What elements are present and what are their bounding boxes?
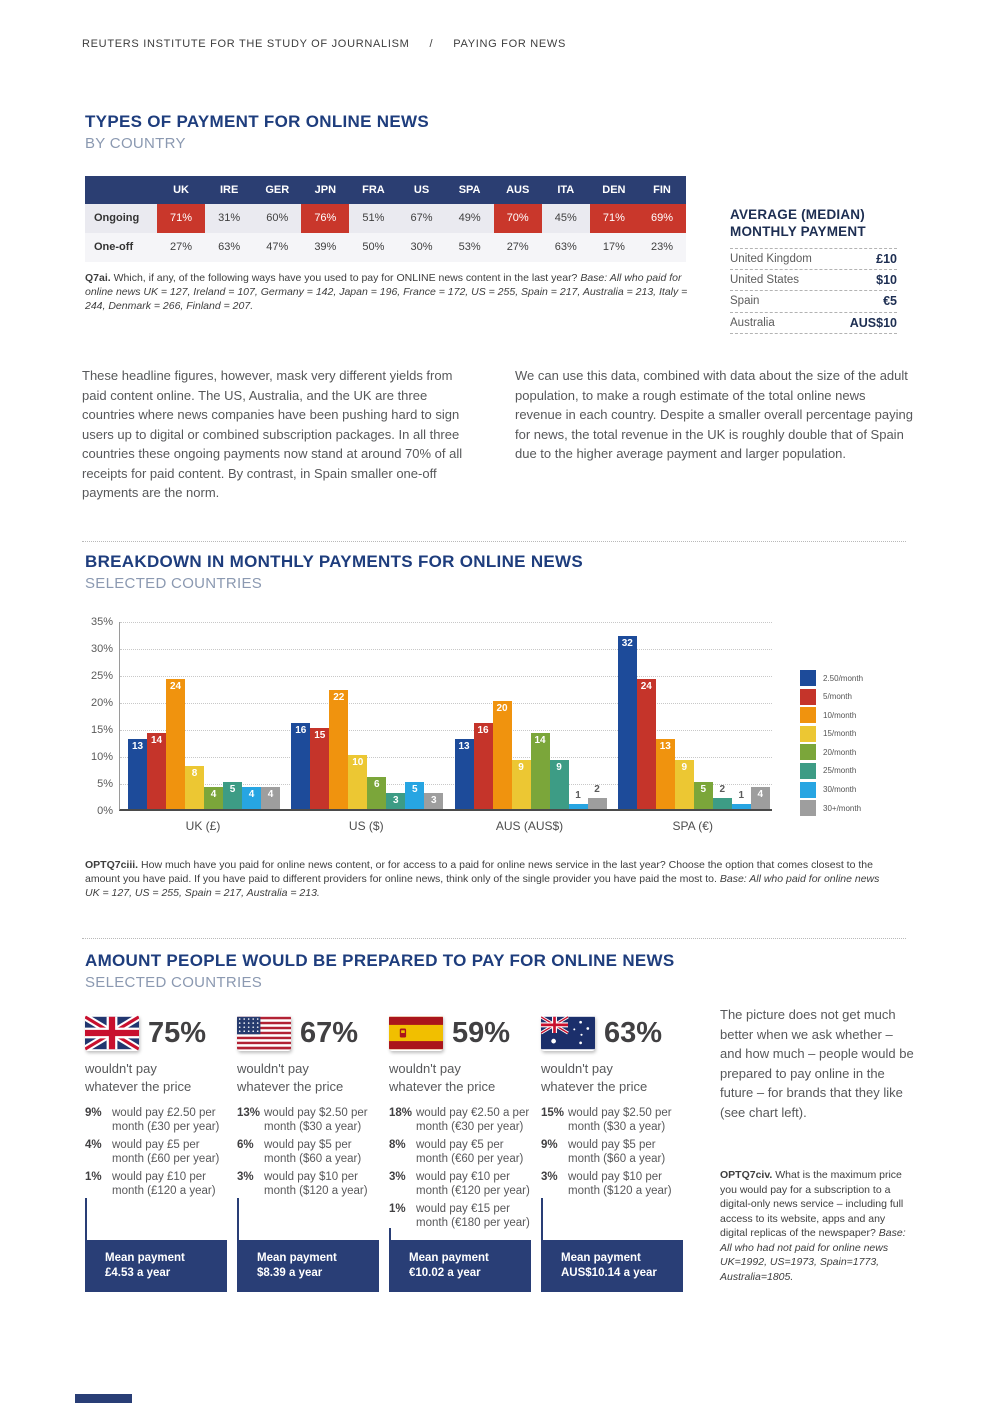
pay-item — [237, 1138, 379, 1166]
x-axis-tick-label: UK (£) — [185, 819, 221, 833]
bar — [512, 760, 531, 809]
bar — [675, 760, 694, 809]
caption-line: whatever the price — [237, 1079, 344, 1094]
footnote-question-id: OPTQ7ciii. — [85, 859, 139, 871]
bar-value-label: 22 — [333, 692, 345, 704]
section-willingness-header — [85, 951, 675, 991]
bar — [128, 739, 147, 809]
pay-item — [237, 1106, 379, 1134]
table-column-header: DEN — [590, 176, 638, 204]
median-country: United States — [730, 273, 800, 286]
mean-payment-box — [541, 1240, 683, 1292]
item-percent: 9% — [85, 1107, 102, 1119]
bar-value-label: 9 — [681, 762, 688, 774]
legend-label: 30/month — [823, 785, 857, 795]
footnote-text: What is the maximum price you would pay for a subscription to a digital-only news service – including full access to its website, apps and any digital replicas of the newspaper? — [720, 1169, 904, 1239]
y-axis-tick-label: 5% — [97, 778, 113, 790]
median-panel-title — [730, 206, 897, 240]
item-text: would pay £2.50 per month (£30 per year) — [112, 1107, 220, 1133]
footnote-question-id: OPTQ7civ. — [720, 1169, 773, 1181]
x-axis-tick-label: SPA (€) — [672, 819, 713, 833]
bar — [694, 782, 713, 809]
bar-value-label: 14 — [534, 735, 546, 747]
table-header-row — [85, 176, 686, 204]
connector-line — [389, 1228, 391, 1240]
bar — [713, 784, 732, 809]
pay-item — [541, 1106, 683, 1134]
median-value: £10 — [876, 251, 897, 266]
pay-item — [237, 1170, 379, 1198]
table-row — [85, 233, 686, 262]
caption-line: wouldn't pay — [85, 1061, 157, 1076]
table-column-header: IRE — [205, 176, 253, 204]
legend-swatch — [800, 707, 816, 723]
bar — [166, 679, 185, 809]
legend-label: 5/month — [823, 692, 852, 702]
country-column-uk — [85, 1012, 227, 1294]
breadcrumb-institute: REUTERS INSTITUTE FOR THE STUDY OF JOURNALISM — [82, 38, 410, 50]
headline-caption — [389, 1060, 531, 1096]
chart-plot-area — [119, 622, 772, 811]
bar — [474, 723, 493, 809]
section-title: TYPES OF PAYMENT FOR ONLINE NEWS — [85, 112, 429, 131]
caption-line: wouldn't pay — [389, 1061, 461, 1076]
pay-item — [389, 1106, 531, 1134]
item-text: would pay $5 per month ($60 a year) — [264, 1139, 362, 1165]
bar — [242, 787, 261, 809]
table-cell: 47% — [253, 233, 301, 262]
country-column-spain — [389, 1012, 531, 1294]
table-column-header: UK — [157, 176, 205, 204]
pay-item — [541, 1170, 683, 1198]
bar-value-label: 32 — [621, 638, 633, 650]
pay-item — [85, 1106, 227, 1134]
bar-group — [618, 636, 770, 809]
table-cell: 27% — [494, 233, 542, 262]
bar — [329, 690, 348, 809]
median-value: €5 — [883, 294, 897, 309]
us-flag-icon — [237, 1015, 291, 1051]
mean-payment-value: $8.39 a year — [257, 1267, 323, 1279]
section-subtitle: SELECTED COUNTRIES — [85, 974, 263, 991]
bar — [751, 787, 770, 809]
item-text: would pay €5 per month (€60 per year) — [416, 1139, 524, 1165]
pay-items — [389, 1106, 531, 1230]
bar — [588, 784, 607, 809]
flag-row — [85, 1012, 227, 1054]
country-column-us — [237, 1012, 379, 1294]
item-percent: 3% — [237, 1171, 254, 1183]
caption-line: whatever the price — [85, 1079, 192, 1094]
legend-item — [800, 744, 863, 760]
legend-label: 2.50/month — [823, 673, 864, 683]
bar-value-label: 4 — [248, 789, 255, 801]
item-text: would pay £5 per month (£60 per year) — [112, 1139, 220, 1165]
flag-row — [389, 1012, 531, 1054]
y-axis-tick-label: 30% — [90, 643, 113, 655]
bar — [531, 733, 550, 809]
mean-payment-label: Mean payment — [257, 1252, 337, 1264]
table-corner-cell — [85, 176, 157, 204]
table-cell: 17% — [590, 233, 638, 262]
legend-swatch — [800, 800, 816, 816]
y-axis-tick-label: 10% — [90, 751, 113, 763]
legend-label: 20/month — [823, 747, 857, 757]
bar-value-label: 15 — [314, 730, 326, 741]
legend-item — [800, 763, 863, 779]
bar — [455, 739, 474, 809]
legend-swatch — [800, 726, 816, 742]
mean-payment-label: Mean payment — [409, 1252, 489, 1264]
median-country: Australia — [730, 316, 775, 329]
table-cell: 69% — [638, 204, 686, 233]
bar-value-label: 5 — [229, 784, 236, 795]
table-cell: 50% — [349, 233, 397, 262]
bar-value-label: 5 — [411, 784, 418, 795]
caption-line: whatever the price — [389, 1079, 496, 1094]
bar-value-label: 1 — [575, 789, 581, 801]
bar — [405, 782, 424, 809]
table-cell: 76% — [301, 204, 349, 233]
headline-caption — [85, 1060, 227, 1096]
connector-line — [85, 1198, 87, 1240]
pay-item — [389, 1170, 531, 1198]
median-country: Spain — [730, 295, 760, 308]
item-percent: 3% — [541, 1171, 558, 1183]
bar-value-label: 4 — [757, 789, 764, 801]
bar — [493, 701, 512, 809]
item-percent: 18% — [389, 1107, 413, 1119]
legend-item — [800, 670, 863, 686]
bar — [291, 723, 310, 809]
bar — [569, 789, 588, 809]
pay-item — [541, 1138, 683, 1166]
bar-value-label: 9 — [556, 762, 562, 774]
median-country: United Kingdom — [730, 252, 812, 265]
table-row — [85, 204, 686, 233]
table-cell: 60% — [253, 204, 301, 233]
table-cell: 27% — [157, 233, 205, 262]
table-cell: 63% — [205, 233, 253, 262]
table-cell: 67% — [397, 204, 445, 233]
table-cell: 70% — [494, 204, 542, 233]
item-text: would pay $5 per month ($60 a year) — [568, 1139, 666, 1165]
median-row — [730, 291, 897, 313]
dotted-separator — [82, 541, 906, 542]
table-footnote — [85, 271, 689, 313]
section-types-of-payment-header — [85, 112, 429, 152]
bar — [261, 787, 280, 809]
table-cell: 71% — [590, 204, 638, 233]
bar-value-label: 13 — [659, 740, 671, 752]
section-title: BREAKDOWN IN MONTHLY PAYMENTS FOR ONLINE NEWS — [85, 552, 584, 571]
table-column-header: FIN — [638, 176, 686, 204]
table-column-header: ITA — [542, 176, 590, 204]
headline-percent: 63% — [604, 1016, 663, 1049]
x-axis-tick-label: AUS (AUS$) — [495, 819, 564, 833]
section-breakdown-header — [85, 552, 583, 592]
flag-row — [237, 1012, 379, 1054]
item-percent: 4% — [85, 1139, 102, 1151]
chart-x-axis — [119, 819, 772, 839]
bar-value-label: 16 — [295, 724, 307, 736]
legend-swatch — [800, 744, 816, 760]
bar — [550, 760, 569, 809]
median-row — [730, 248, 897, 270]
legend-item — [800, 782, 863, 798]
y-axis-tick-label: 0% — [97, 805, 113, 817]
bar — [147, 733, 166, 809]
bar-group — [291, 690, 443, 809]
footnote-question-id: Q7ai. — [85, 272, 111, 284]
item-text: would pay $2.50 per month ($30 a year) — [568, 1107, 672, 1133]
footnote-text: Which, if any, of the following ways have you used to pay for ONLINE news content in the last year? — [110, 272, 581, 284]
bar — [204, 787, 223, 809]
flag-row — [541, 1012, 683, 1054]
bar — [223, 782, 242, 809]
legend-item — [800, 726, 863, 742]
footnote-base: Base: All who had not paid for online news UK=1992, US=1973, Spain=1773, Australia=1805. — [720, 1227, 906, 1283]
y-axis-tick-label: 20% — [90, 697, 113, 709]
item-text: would pay $2.50 per month ($30 a year) — [264, 1107, 368, 1133]
bar-group — [128, 679, 280, 809]
aside-paragraph: The picture does not get much better when we ask whether – and how much – people would be prepared to pay online in the future – for brands that they like (see chart left). — [720, 1007, 914, 1120]
median-value: AUS$10 — [849, 315, 897, 330]
legend-label: 15/month — [823, 729, 857, 739]
table-cell: 45% — [542, 204, 590, 233]
pay-items — [541, 1106, 683, 1198]
bar-value-label: 14 — [150, 735, 163, 747]
country-columns — [85, 1012, 683, 1294]
bar-value-label: 2 — [719, 784, 726, 796]
connector-line — [237, 1198, 239, 1240]
breadcrumb — [82, 38, 566, 50]
pay-item — [389, 1202, 531, 1230]
item-percent: 8% — [389, 1139, 406, 1151]
bar-value-label: 20 — [496, 703, 508, 714]
caption-line: whatever the price — [541, 1079, 648, 1094]
country-column-australia — [541, 1012, 683, 1294]
bar — [637, 679, 656, 809]
body-paragraph-right: We can use this data, combined with data about the size of the adult population, to make a rough estimate of the total online news revenue in each country. Despite a smaller overall percentage paying for news, the total revenue in the UK is roughly double that of Spain due to the higher average payment and larger population. — [515, 368, 913, 461]
bar-value-label: 3 — [392, 794, 399, 806]
bar-value-label: 13 — [458, 740, 470, 752]
item-percent: 1% — [389, 1203, 406, 1215]
headline-percent: 75% — [148, 1016, 207, 1049]
table-cell: 30% — [397, 233, 445, 262]
mean-payment-label: Mean payment — [561, 1252, 641, 1264]
bar-group — [455, 701, 607, 809]
uk-flag-icon — [85, 1015, 139, 1051]
table-cell: 71% — [157, 204, 205, 233]
table-cell: 23% — [638, 233, 686, 262]
bar — [424, 793, 443, 809]
australia-flag-icon — [541, 1015, 595, 1051]
legend-swatch — [800, 689, 816, 705]
legend-label: 30+/month — [823, 803, 862, 813]
bar-value-label: 2 — [594, 784, 600, 796]
chart-legend — [800, 670, 863, 819]
bar — [386, 793, 405, 809]
median-panel-title-line2: MONTHLY PAYMENT — [730, 224, 866, 239]
legend-item — [800, 689, 863, 705]
table-column-header: FRA — [349, 176, 397, 204]
chart-y-axis — [85, 616, 113, 817]
median-panel-rows — [730, 248, 897, 334]
x-axis-tick-label: US ($) — [348, 819, 384, 833]
breadcrumb-separator: / — [429, 38, 434, 50]
bar-value-label: 1 — [738, 789, 745, 801]
caption-line: wouldn't pay — [541, 1061, 613, 1076]
breadcrumb-section: PAYING FOR NEWS — [453, 38, 567, 50]
mean-payment-label: Mean payment — [105, 1252, 185, 1264]
table-cell: 39% — [301, 233, 349, 262]
median-panel-title-line1: AVERAGE (MEDIAN) — [730, 207, 865, 222]
table-row-label: One-off — [85, 233, 157, 262]
table-column-header: AUS — [494, 176, 542, 204]
page-footer-mark — [75, 1394, 132, 1403]
bar-value-label: 4 — [267, 789, 274, 801]
footnote-base: Base: All who paid for online news UK = 127, US = 255, Spain = 217, Australia = 213. — [85, 873, 880, 899]
bar-value-label: 3 — [430, 794, 437, 806]
gridline — [120, 622, 772, 623]
table-column-header: US — [397, 176, 445, 204]
mean-payment-box — [237, 1240, 379, 1292]
payments-bar-chart — [85, 615, 945, 847]
pay-item — [389, 1138, 531, 1166]
bar-value-label: 13 — [131, 740, 144, 752]
bar — [185, 766, 204, 809]
mean-payment-value: £4.53 a year — [105, 1267, 171, 1279]
table-cell: 31% — [205, 204, 253, 233]
item-percent: 13% — [237, 1107, 261, 1119]
bar — [732, 789, 751, 809]
caption-line: wouldn't pay — [237, 1061, 309, 1076]
footnote-text: How much have you paid for online news content, or for access to a paid for online news service in the last year? Choose the option that comes closest to the amount you have paid. If you have paid to different providers for online news, think only of the single provider you have paid the most to. — [85, 859, 873, 885]
legend-swatch — [800, 670, 816, 686]
pay-item — [85, 1170, 227, 1198]
payment-types-table — [85, 176, 686, 262]
item-text: would pay $10 per month ($120 a year) — [264, 1171, 368, 1197]
item-percent: 6% — [237, 1139, 254, 1151]
headline-caption — [237, 1060, 379, 1096]
item-text: would pay $10 per month ($120 a year) — [568, 1171, 672, 1197]
median-value: $10 — [876, 272, 897, 287]
item-text: would pay €10 per month (€120 per year) — [416, 1171, 530, 1197]
y-axis-tick-label: 35% — [90, 616, 113, 628]
legend-item — [800, 800, 863, 816]
median-payment-panel — [730, 206, 897, 334]
bar-value-label: 24 — [640, 681, 652, 693]
section-subtitle: SELECTED COUNTRIES — [85, 575, 263, 592]
spain-flag-icon — [389, 1015, 443, 1051]
bar — [618, 636, 637, 809]
bar-value-label: 5 — [700, 784, 707, 795]
connector-line — [541, 1198, 543, 1240]
bar-value-label: 9 — [518, 762, 524, 774]
item-text: would pay £10 per month (£120 a year) — [112, 1171, 216, 1197]
headline-percent: 59% — [452, 1016, 511, 1049]
item-percent: 3% — [389, 1171, 406, 1183]
bar-value-label: 24 — [169, 681, 182, 693]
bar-value-label: 6 — [373, 778, 380, 790]
legend-label: 25/month — [823, 766, 857, 776]
y-axis-tick-label: 15% — [90, 724, 113, 736]
legend-swatch — [800, 763, 816, 779]
table-cell: 53% — [446, 233, 494, 262]
bar — [367, 777, 386, 809]
bar — [656, 739, 675, 809]
item-percent: 1% — [85, 1171, 102, 1183]
table-column-header: GER — [253, 176, 301, 204]
legend-item — [800, 707, 863, 723]
body-paragraph-left: These headline figures, however, mask very different yields from paid content online. The US, Australia, and the UK are three countries where news companies have been pushing hard to sign users up to digital or combined subscription packages. In all three countries these ongoing payments now stand at around 70% of all receipts for paid content. By contrast, in Spain smaller one-off payments are the norm. — [82, 368, 463, 500]
table-column-header: JPN — [301, 176, 349, 204]
bar — [310, 728, 329, 809]
table-cell: 63% — [542, 233, 590, 262]
headline-caption — [541, 1060, 683, 1096]
dotted-separator — [82, 938, 906, 939]
table-cell: 49% — [446, 204, 494, 233]
bar-value-label: 10 — [352, 757, 364, 768]
pay-item — [85, 1138, 227, 1166]
headline-percent: 67% — [300, 1016, 359, 1049]
y-axis-tick-label: 25% — [90, 670, 113, 682]
section-title: AMOUNT PEOPLE WOULD BE PREPARED TO PAY FOR ONLINE NEWS — [85, 951, 675, 970]
bar-value-label: 4 — [210, 789, 217, 801]
bar — [348, 755, 367, 809]
item-text: would pay €2.50 a per month (€30 per year) — [416, 1107, 530, 1133]
legend-swatch — [800, 782, 816, 798]
table-row-label: Ongoing — [85, 204, 157, 233]
mean-payment-value: €10.02 a year — [409, 1267, 481, 1279]
item-percent: 9% — [541, 1139, 558, 1151]
legend-label: 10/month — [823, 710, 857, 720]
bar-value-label: 16 — [477, 724, 489, 736]
median-row — [730, 313, 897, 335]
pay-items — [85, 1106, 227, 1198]
aside-footnote — [720, 1168, 914, 1284]
section-subtitle: BY COUNTRY — [85, 135, 186, 152]
mean-payment-box — [85, 1240, 227, 1292]
mean-payment-box — [389, 1240, 531, 1292]
mean-payment-value: AUS$10.14 a year — [561, 1267, 657, 1279]
median-row — [730, 270, 897, 292]
table-column-header: SPA — [446, 176, 494, 204]
chart-footnote — [85, 858, 885, 900]
bar-value-label: 8 — [191, 767, 198, 779]
footnote-base: Base: All who paid for online news UK = 127, Ireland = 107, Germany = 142, Japan = 196, France = 172, US = 255, Spain = 217, Australia = 213, Italy = 244, Denmark = 266, Finland = 207. — [85, 272, 688, 312]
pay-items — [237, 1106, 379, 1198]
item-text: would pay €15 per month (€180 per year) — [416, 1203, 530, 1229]
item-percent: 15% — [541, 1107, 565, 1119]
table-cell: 51% — [349, 204, 397, 233]
